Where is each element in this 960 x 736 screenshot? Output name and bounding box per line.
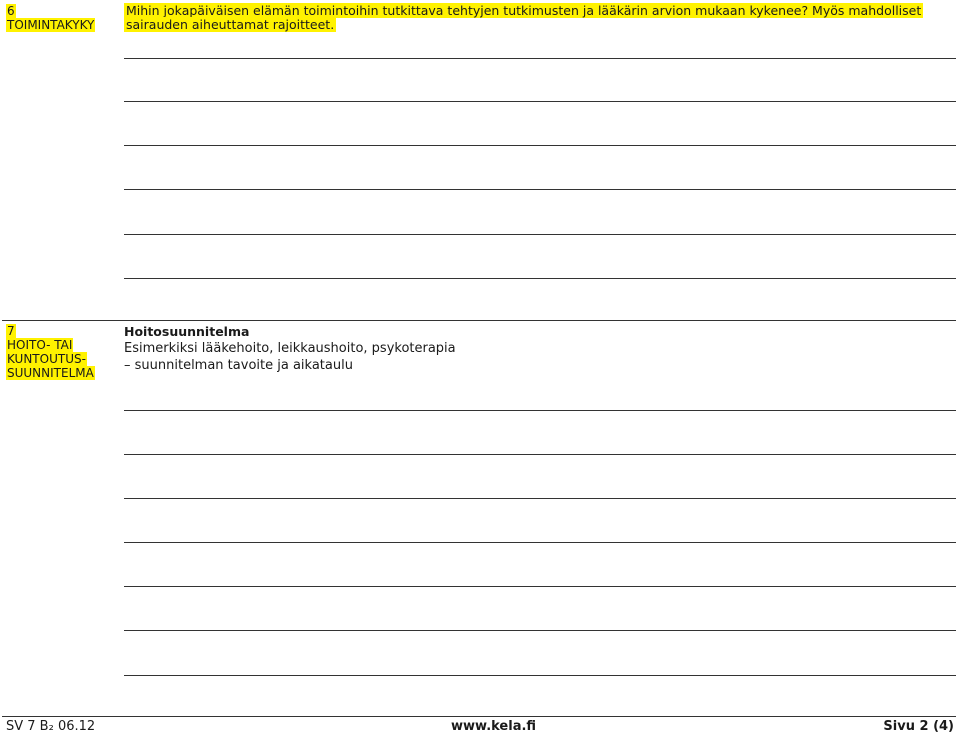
treatment-plan-title: Hoitosuunnitelma <box>124 324 250 339</box>
answer-line-6-4[interactable] <box>124 189 956 190</box>
section-6-question-text: Mihin jokapäiväisen elämän toimintoihin tutkittava tehtyjen tutkimusten ja lääkärin arvion mukaan kykenee? Myös mahdolliset sairauden aiheuttamat rajoitteet. <box>126 3 922 32</box>
section-7-title-line-3: SUUNNITELMA <box>7 366 94 380</box>
section-6-title: TOIMINTAKYKY <box>7 18 95 32</box>
answer-line-7-3[interactable] <box>124 498 956 499</box>
section-7-title-line-1: HOITO- TAI <box>7 338 73 352</box>
section-6-number: 6 <box>7 4 15 18</box>
treatment-plan-example: Esimerkiksi lääkehoito, leikkaushoito, psykoterapia <box>124 341 456 356</box>
website-link[interactable]: www.kela.fi <box>451 719 537 734</box>
section-divider <box>2 320 956 321</box>
answer-line-7-6[interactable] <box>124 630 956 631</box>
answer-line-7-1[interactable] <box>124 410 956 411</box>
treatment-plan-goal: – suunnitelman tavoite ja aikataulu <box>124 358 353 373</box>
footer-divider <box>2 716 956 717</box>
answer-line-6-1[interactable] <box>124 58 956 59</box>
answer-line-7-7[interactable] <box>124 675 956 676</box>
answer-line-6-2[interactable] <box>124 101 956 102</box>
section-6-label <box>6 4 95 32</box>
answer-line-6-3[interactable] <box>124 145 956 146</box>
section-7-number: 7 <box>7 324 15 338</box>
treatment-plan-instructions <box>124 323 456 374</box>
answer-line-7-2[interactable] <box>124 454 956 455</box>
answer-line-7-5[interactable] <box>124 586 956 587</box>
answer-line-6-6[interactable] <box>124 278 956 279</box>
section-6-question <box>124 4 944 32</box>
section-7-label <box>6 324 95 380</box>
page-number: Sivu 2 (4) <box>883 719 954 734</box>
section-7-title-line-2: KUNTOUTUS- <box>7 352 86 366</box>
form-code: SV 7 B₂ 06.12 <box>6 719 96 734</box>
answer-line-6-5[interactable] <box>124 234 956 235</box>
answer-line-7-4[interactable] <box>124 542 956 543</box>
